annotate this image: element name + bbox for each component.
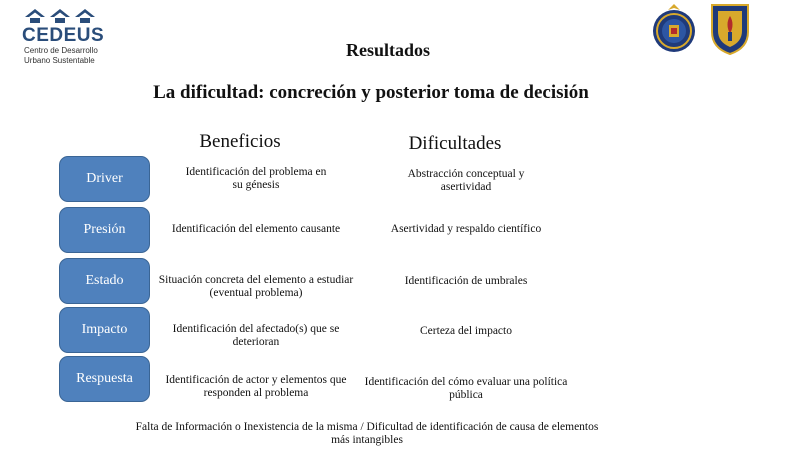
footer-note [110, 421, 624, 447]
row-label-driver: Driver [59, 156, 150, 202]
logo-line-2: Urbano Sustentable [24, 56, 95, 65]
beneficio-driver-line-2: su génesis [232, 179, 280, 191]
row-label-respuesta: Respuesta [59, 356, 150, 402]
column-header-dificultades: Dificultades [408, 133, 502, 154]
beneficio-respuesta [150, 372, 362, 402]
logo-line-1: Centro de Desarrollo [24, 46, 98, 55]
beneficio-presion: Identificación del elemento causante [171, 222, 341, 235]
dificultad-driver [356, 166, 576, 196]
logo-brand: CEDEUS [22, 25, 105, 46]
beneficio-impacto [150, 321, 362, 351]
beneficio-estado-line-2: (eventual problema) [209, 287, 303, 299]
row-label-impacto: Impacto [59, 307, 150, 353]
beneficio-respuesta-line-2: responden al problema [203, 387, 309, 399]
house-icons [24, 8, 102, 24]
beneficio-estado-line-1: Situación concreta del elemento a estudiar [158, 274, 354, 286]
footer-note-line-2: más intangibles [331, 434, 403, 446]
beneficio-respuesta-line-1: Identificación de actor y elementos que [165, 374, 347, 386]
beneficio-impacto-line-1: Identificación del afectado(s) que se [172, 323, 340, 335]
dificultad-respuesta-line-2: pública [449, 389, 483, 401]
row-label-estado: Estado [59, 258, 150, 304]
column-header-beneficios: Beneficios [199, 131, 281, 152]
house-icon [49, 8, 71, 24]
dificultad-respuesta-line-1: Identificación del cómo evaluar una política [364, 376, 568, 388]
dificultad-respuesta [356, 374, 576, 404]
row-label-presion: Presión [59, 207, 150, 253]
dificultad-estado: Identificación de umbrales [404, 274, 528, 287]
slide-subtitle: La dificultad: concreción y posterior toma de decisión [153, 82, 589, 103]
dificultad-driver-line-2: asertividad [440, 181, 492, 193]
footer-note-line-1: Falta de Información o Inexistencia de la misma / Dificultad de identificación de causa de elementos [135, 421, 599, 433]
house-icon [74, 8, 96, 24]
house-icon [24, 8, 46, 24]
beneficio-impacto-line-2: deterioran [232, 336, 280, 348]
beneficio-estado [150, 272, 362, 302]
dificultad-presion: Asertividad y respaldo científico [390, 222, 542, 235]
dificultad-driver-line-1: Abstracción conceptual y [407, 168, 525, 180]
dificultad-impacto: Certeza del impacto [420, 324, 512, 337]
beneficio-driver [150, 164, 362, 194]
slide-title: Resultados [345, 40, 430, 60]
beneficio-driver-line-1: Identificación del problema en [185, 166, 327, 178]
